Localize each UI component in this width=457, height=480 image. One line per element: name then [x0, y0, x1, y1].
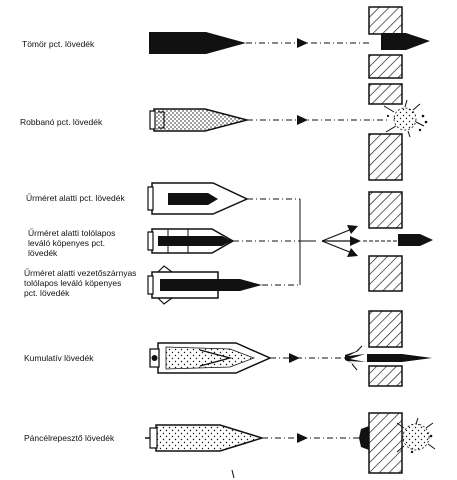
- armor-plate-heat: [369, 311, 402, 386]
- trajectory-line-6: [270, 353, 345, 363]
- sabot-discard-arrows: [322, 225, 361, 257]
- scan-mark: [232, 470, 234, 478]
- label-apds-shot: Űrméret alatti tolólapos leváló köpenyes pct. lövedék: [28, 228, 116, 258]
- explosive-shell-projectile: [150, 109, 247, 131]
- heat-shell-projectile: [150, 343, 270, 373]
- armor-plate-subcaliber: [369, 192, 402, 291]
- armor-plate-hesh: [369, 413, 402, 473]
- apds-shot-projectile: [148, 229, 233, 253]
- subcaliber-shot-projectile: [148, 183, 247, 214]
- armor-plate-explosive-shell: [369, 84, 402, 180]
- penetrating-subcaliber-core: [363, 234, 433, 246]
- subcaliber-bracket: [300, 199, 316, 285]
- label-explosive-shell: Robbanó pct. lövedék: [20, 117, 103, 127]
- trajectory-line-7: [262, 433, 360, 443]
- label-hesh-shell: Páncélrepesztő lövedék: [24, 433, 115, 443]
- trajectory-line-1: [246, 38, 370, 48]
- label-apfsds-shot: Űrméret alatti vezetőszárnyas tolólapos leváló köpenyes pct. lövedék: [24, 268, 137, 298]
- explosion-burst: [384, 100, 427, 137]
- solid-shot-projectile: [149, 32, 246, 54]
- label-heat-shell: Kumulatív lövedék: [24, 353, 94, 363]
- hesh-shell-projectile: [145, 425, 262, 451]
- apfsds-shot-projectile: [148, 266, 262, 304]
- label-subcaliber-shot: Űrméret alatti pct. lövedék: [26, 193, 125, 203]
- trajectory-line-2: [247, 115, 388, 125]
- penetrating-solid-shot: [381, 33, 430, 50]
- label-solid-shot: Tömör pct. lövedék: [22, 39, 95, 49]
